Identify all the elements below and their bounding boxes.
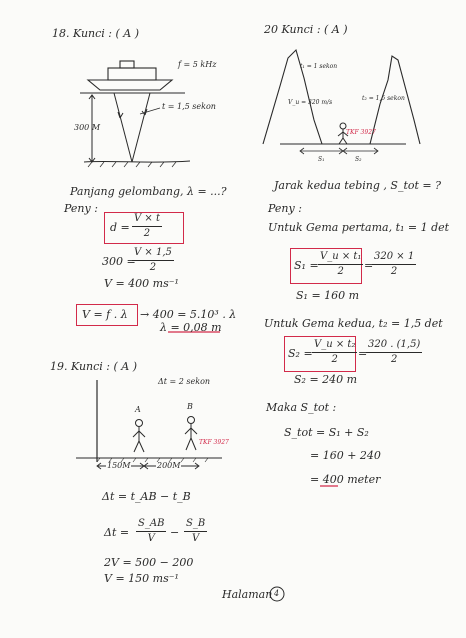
q18-header: 18. Kunci : ( A )	[52, 27, 140, 40]
q19-eq2-frac1	[136, 519, 166, 544]
q20-s2-fraction2	[366, 340, 422, 365]
q18-depth: 300 M	[74, 123, 101, 132]
q20-s1-label: S₁	[318, 156, 325, 163]
sound-paths	[114, 93, 150, 162]
q20-question: Jarak kedua tebing , S_tot = ?	[274, 179, 442, 192]
q20-s1-num2: 320 × 1	[372, 252, 416, 265]
q19-point-b: B	[187, 402, 193, 411]
q20-distance-arrows	[300, 148, 378, 154]
q20-s2-num2: 320 . (1,5)	[366, 340, 422, 353]
q19-eq2-lhs: Δt =	[104, 526, 130, 539]
q19-eq2-d1: V	[147, 533, 155, 544]
q20-t1: t₁ = 1 sekon	[300, 63, 338, 70]
q20-s1-fraction2	[372, 252, 416, 277]
q20-s2-result: S₂ = 240 m	[294, 373, 358, 386]
q20-s2-fraction	[312, 340, 357, 365]
ship-drawing	[88, 61, 172, 90]
q20-header: 20 Kunci : ( A )	[264, 23, 348, 36]
q19-eq2-d2: V	[191, 533, 200, 544]
q18-frequency: f = 5 kHz	[178, 60, 217, 69]
footer-halaman: Halaman	[222, 588, 273, 601]
q18-question: Panjang gelombang, λ = ...?	[70, 185, 227, 198]
q20-total-2: = 160 + 240	[310, 449, 381, 462]
q18-vf-formula: V = f . λ	[82, 308, 128, 321]
q20-s1-den: 2	[337, 266, 344, 277]
person-b-figure	[185, 417, 197, 451]
q20-total-1: S_tot = S₁ + S₂	[284, 426, 369, 439]
q18-sub-num: V × 1,5	[132, 248, 174, 261]
q20-tkf-label: TKF 3927	[346, 129, 376, 136]
q20-s1-den2: 2	[390, 266, 398, 277]
q18-v-result: V = 400 ms⁻¹	[104, 277, 179, 290]
seabed-line	[84, 161, 190, 162]
q18-d-fraction	[132, 214, 162, 239]
page-number: 4	[274, 589, 280, 598]
q18-d-den: 2	[143, 228, 151, 239]
q19-dt: Δt = 2 sekon	[158, 377, 211, 386]
q19-header: 19. Kunci : ( A )	[50, 360, 138, 373]
q20-s1-eq: =	[364, 259, 374, 272]
q19-eq3: 2V = 500 − 200	[104, 556, 194, 569]
q20-gema1: Untuk Gema pertama, t₁ = 1 det	[268, 221, 450, 234]
q18-d-lhs: d =	[110, 221, 130, 234]
q20-peny: Peny :	[268, 202, 302, 215]
q18-sub-fraction	[132, 248, 174, 273]
q20-s2-den2: 2	[390, 354, 398, 365]
seabed-hatch	[88, 162, 176, 167]
q20-gema2: Untuk Gema kedua, t₂ = 1,5 det	[264, 317, 443, 330]
q20-total-3: = 400 meter	[310, 473, 381, 486]
q18-peny: Peny :	[64, 202, 98, 215]
q20-s2-label: S₂	[355, 156, 362, 163]
q18-sub-den: 2	[149, 262, 157, 273]
q19-point-a: A	[135, 405, 141, 414]
q20-vu: V_u = 320 m/s	[288, 99, 333, 106]
q19-eq2-frac2	[184, 519, 207, 544]
q19-distance-2: 200M	[157, 461, 181, 470]
q20-t2: t₂ = 1,5 sekon	[362, 95, 405, 102]
q18-time: t = 1,5 sekon	[162, 102, 216, 111]
q19-eq2-n1: S_AB	[136, 519, 166, 532]
q19-tkf-label: TKF 3927	[199, 439, 229, 446]
q19-eq2-n2: S_B	[184, 519, 207, 532]
q20-maka: Maka S_tot :	[266, 401, 337, 414]
q18-sub-lhs: 300 =	[102, 255, 136, 268]
q18-d-num: V × t	[132, 214, 162, 227]
q20-s1-num: V_u × t₁	[318, 252, 363, 265]
q18-calc: → 400 = 5.10³ . λ	[140, 308, 237, 321]
q20-s2-den: 2	[331, 354, 338, 365]
q19-distance-1: 150M	[107, 461, 131, 470]
q20-s2-num: V_u × t₂	[312, 340, 357, 353]
time-pointer	[140, 108, 160, 114]
q19-eq2-minus: −	[170, 526, 180, 539]
q20-s2-eq: =	[358, 347, 368, 360]
q19-eq1: Δt = t_AB − t_B	[102, 490, 191, 503]
q20-s2-lhs: S₂ =	[288, 347, 313, 360]
person-a-figure	[133, 420, 145, 453]
q20-s1-fraction	[318, 252, 363, 277]
q20-s1-result: S₁ = 160 m	[296, 289, 360, 302]
q19-eq4: V = 150 ms⁻¹	[104, 572, 179, 585]
q18-lambda: λ = 0,08 m	[160, 321, 222, 334]
q20-s1-lhs: S₁ =	[294, 259, 319, 272]
